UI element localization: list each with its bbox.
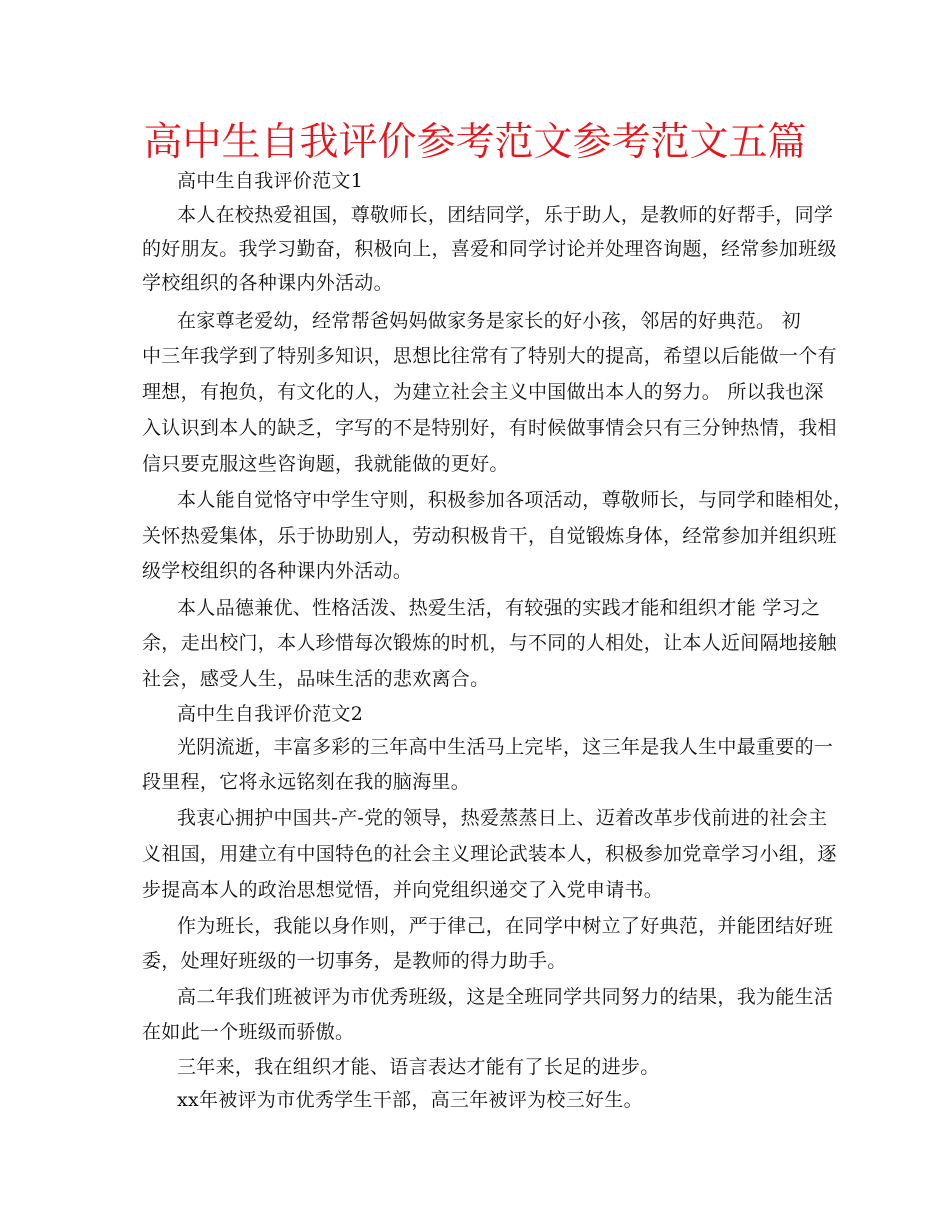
- paragraph-line: 本人品德兼优、性格活泼、热爱生活，有较强的实践才能和组织才能 学习之: [177, 597, 821, 619]
- paragraph-line: 中三年我学到了特别多知识，思想比往常有了特别大的提高，希望以后能做一个有: [142, 345, 837, 367]
- paragraph-line: 余，走出校门，本人珍惜每次锻炼的时机，与不同的人相处，让本人近间隔地接触: [142, 632, 837, 654]
- paragraph-line: 光阴流逝，丰富多彩的三年高中生活马上完毕，这三年是我人生中最重要的一: [177, 736, 834, 758]
- paragraph-line: 段里程，它将永远铭刻在我的脑海里。: [142, 771, 471, 793]
- paragraph-line: 在家尊老爱幼，经常帮爸妈妈做家务是家长的好小孩，邻居的好典范。 初: [177, 310, 801, 332]
- paragraph-line: 级学校组织的各种课内外活动。: [142, 560, 413, 582]
- section-heading-1: 高中生自我评价范文1: [177, 170, 364, 192]
- paragraph-line: 我衷心拥护中国共-产-党的领导，热爱蒸蒸日上、迈着改革步伐前进的社会主: [177, 807, 828, 829]
- paragraph-line: 理想，有抱负，有文化的人，为建立社会主义中国做出本人的努力。 所以我也深: [142, 381, 824, 403]
- paragraph-line: 入认识到本人的缺乏，字写的不是特别好，有时候做事情会只有三分钟热情，我相: [142, 417, 837, 439]
- paragraph-line: 关怀热爱集体，乐于协助别人，劳动积极肯干，自觉锻炼身体，经常参加并组织班: [142, 525, 837, 547]
- paragraph-line: 作为班长，我能以身作则，严于律己，在同学中树立了好典范，并能团结好班: [177, 915, 834, 937]
- paragraph-line: 的好朋友。我学习勤奋，积极向上，喜爱和同学讨论并处理咨询题，经常参加班级: [142, 238, 837, 260]
- paragraph-line: 本人能自觉恪守中学生守则，积极参加各项活动，尊敬师长，与同学和睦相处，: [177, 489, 853, 511]
- paragraph-line: 学校组织的各种课内外活动。: [142, 272, 393, 294]
- section-heading-2: 高中生自我评价范文2: [177, 703, 364, 725]
- paragraph-line: 本人在校热爱祖国，尊敬师长，团结同学，乐于助人，是教师的好帮手，同学: [177, 204, 834, 226]
- paragraph-line: 步提高本人的政治思想觉悟，并向党组织递交了入党申请书。: [142, 879, 664, 901]
- paragraph-line: xx年被评为市优秀学生干部，高三年被评为校三好生。: [177, 1089, 643, 1111]
- paragraph-line: 社会，感受人生，品味生活的悲欢离合。: [142, 668, 490, 690]
- paragraph-line: 委，处理好班级的一切事务，是教师的得力助手。: [142, 950, 567, 972]
- paragraph-line: 义祖国，用建立有中国特色的社会主义理论武装本人，积极参加党章学习小组，逐: [142, 843, 837, 865]
- paragraph-line: 高二年我们班被评为市优秀班级，这是全班同学共同努力的结果，我为能生活: [177, 986, 834, 1008]
- document-title: 高中生自我评价参考范文参考范文五篇: [143, 120, 807, 165]
- paragraph-line: 信只要克服这些咨询题，我就能做的更好。: [142, 453, 509, 475]
- paragraph-line: 在如此一个班级而骄傲。: [142, 1021, 355, 1043]
- paragraph-line: 三年来，我在组织才能、语言表达才能有了长足的进步。: [177, 1056, 660, 1078]
